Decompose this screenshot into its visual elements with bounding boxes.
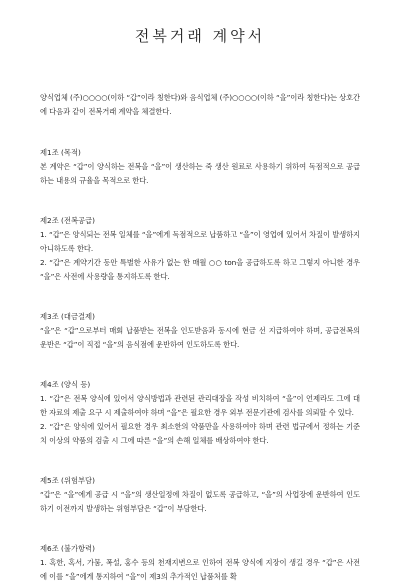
document-title: 전복거래 계약서 bbox=[134, 27, 266, 45]
article-paragraph: “갑”은 “을”에게 공급 시 “을”의 생산일정에 차질이 없도록 공급하고, “을”의 사업장에 운반하여 인도하기 이전까지 발생하는 위험부담은 “갑”이 부담한다. bbox=[40, 490, 360, 513]
article-5 bbox=[40, 474, 360, 516]
article-paragraph: 2. “갑”은 양식에 있어서 필요한 경우 최소한의 약품만을 사용하여야 하며 관련 법규에서 정하는 기준치 이상의 약품의 검출 시 그에 따른 “을”의 손해 일체를 배상하여야 한다. bbox=[40, 422, 360, 445]
article-heading: 제1조 (목적) bbox=[40, 148, 81, 157]
article-paragraph: 1. 혹한, 혹서, 가뭄, 폭설, 홍수 등의 천재지변으로 인하여 전복 양식에 지장이 생길 경우 “갑”은 사전에 이를 “을”에게 통지하여 “을”이 제3의 추가적인 납품처를 확 bbox=[40, 558, 360, 581]
article-heading: 제4조 (양식 등) bbox=[40, 380, 91, 389]
article-paragraph: 1. “갑”은 전복 양식에 있어서 양식방법과 관련된 관리대장을 작성 비치하여 “을”이 언제라도 그에 대한 자료의 제출 요구 시 제출하여야 하며 “을”은 필요한 경우 외부 전문기관에 검사를 의뢰할 수 있다. bbox=[40, 394, 360, 417]
intro-paragraph: 양식업체 (주)○○○○(이하 “갑”이라 칭한다)와 음식업체 (주)○○○○(이하 “을”이라 칭한다)는 상호간에 다음과 같이 전복거래 계약을 체결한다. bbox=[40, 93, 360, 116]
article-heading: 제2조 (전복공급) bbox=[40, 216, 95, 225]
article-heading: 제6조 (불가항력) bbox=[40, 544, 95, 553]
article-6 bbox=[40, 542, 360, 584]
article-heading: 제3조 (대금결제) bbox=[40, 312, 95, 321]
article-paragraph: 2. “갑”은 계약기간 동안 특별한 사유가 없는 한 매월 ○○ ton을 공급하도록 하고 그렇지 아니한 경우 “을”은 사전에 사용량을 통지하도록 한다. bbox=[40, 258, 360, 281]
article-1 bbox=[40, 146, 360, 188]
article-3 bbox=[40, 310, 360, 352]
article-paragraph: 본 계약은 “갑”이 양식하는 전복을 “을”이 생산하는 죽 생산 원료로 사용하기 위하여 독점적으로 공급하는 내용의 규율을 목적으로 한다. bbox=[40, 162, 360, 185]
article-paragraph: “을”은 “갑”으로부터 매회 납품받는 전복을 인도받음과 동시에 현금 선 지급하여야 하며, 공급전복의 운반은 “갑”이 직접 “을”의 음식점에 운반하여 인도하도록 한다. bbox=[40, 326, 360, 349]
article-heading: 제5조 (위험부담) bbox=[40, 476, 95, 485]
article-2 bbox=[40, 214, 360, 284]
article-4 bbox=[40, 378, 360, 448]
article-paragraph: 1. “갑”은 양식되는 전복 일체를 “을”에게 독점적으로 납품하고 “을”이 영업에 있어서 차질이 발생하지 아니하도록 한다. bbox=[40, 230, 360, 253]
